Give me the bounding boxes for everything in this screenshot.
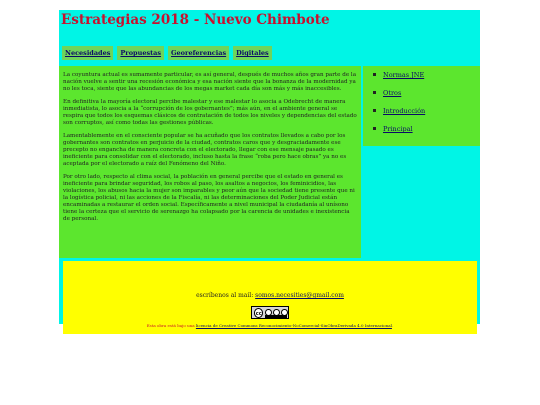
license-notice	[63, 323, 477, 328]
sidebar	[363, 66, 480, 146]
sidebar-link-introduccion[interactable]: Introducción	[383, 107, 426, 115]
sidebar-link-normas-jne[interactable]: Normas JNE	[383, 71, 425, 79]
bullet-icon	[373, 109, 376, 112]
license-link[interactable]: licencia de Creative Commons Reconocimiento-NoComercial-SinObraDerivada 4.0 Internacional	[195, 323, 392, 328]
sidebar-item-normas-jne	[373, 71, 480, 79]
nav-propuestas-link[interactable]: Propuestas	[117, 46, 164, 60]
nav-digitales-link[interactable]: Digitales	[233, 46, 272, 60]
bullet-icon	[373, 91, 376, 94]
sidebar-item-introduccion	[373, 107, 480, 115]
bullet-icon	[373, 73, 376, 76]
sidebar-list	[373, 71, 480, 133]
badge-strip	[265, 315, 287, 318]
main-content	[59, 66, 361, 258]
paragraph-2: En definitiva la mayoría electoral percibe malestar y ese malestar lo asocia a Odebrecht de manera inmediatista, lo asocia a la “corrupción de los gobernantes”; más aún, en el ambiente general se respira que todos los esquemas clásicos de contratación de todos los niveles y dependencias del estado son corruptos, así como todas las gestiones públicas.	[63, 99, 357, 126]
email-link[interactable]: somos.necesities@gmail.com	[255, 292, 344, 299]
nav-necesidades-link[interactable]: Necesidades	[62, 46, 113, 60]
cc-logo-icon: cc	[254, 308, 263, 318]
page-container	[59, 10, 480, 328]
license-suffix: .	[391, 323, 394, 328]
footer	[63, 261, 477, 334]
contact-prefix: escríbenos al mail:	[196, 292, 256, 299]
paragraph-3: Lamentablemente en el consciente popular se ha acuñado que los contratos llevados a cabo por los gobernantes son contratos en perjuicio de la ciudad, contratos caros que y desgraciadamente ese precepto no engancha de manera concreta con el electorado, llegar con ese mensaje pasado es ineficiente para consolidar con el electorado, incluso hasta la frase “roba pero hace obras” ya no es aceptada por el electorado a raíz del Fenómeno del Niño.	[63, 133, 347, 167]
top-nav	[62, 46, 276, 60]
creative-commons-badge[interactable]	[251, 306, 289, 319]
sidebar-link-principal[interactable]: Principal	[383, 125, 413, 133]
sidebar-link-otros[interactable]: Otros	[383, 89, 402, 97]
paragraph-1: La coyuntura actual es sumamente particular, es así general, después de muchos años gran parte de la nación vuelve a sentir una recesión económica y esa nación siente que la bonanza de la modernidad ya no les toca, siente que las abundancias de los megas market cada día son más y más inaccesibles.	[63, 72, 357, 92]
sidebar-item-otros	[373, 89, 480, 97]
license-prefix: Esta obra está bajo una	[146, 323, 196, 328]
page-title: Estrategias 2018 - Nuevo Chimbote	[61, 12, 330, 28]
sidebar-item-principal	[373, 125, 480, 133]
nav-georeferencias-link[interactable]: Georeferencias	[168, 46, 229, 60]
contact-line	[63, 292, 477, 299]
paragraph-4: Por otro lado, respecto al clima social, la población en general percibe que el estado en general es ineficiente para brindar seguridad, los robos al paso, los asaltos a negocios, los feminicidios, las violaciones, los abusos hacia la mujer son imparables y peor aún que la sociedad tiene presente que ni la logística policial, ni las acciones de la Fiscalía, ni las determinaciones del Poder Judicial están encaminadas a restaurar el orden social. Específicamente a nivel municipal la ciudadanía al unísono tiene la certeza que el servicio de serenazgo ha colapsado por la carencia de unidades e inexistencia de personal.	[63, 174, 355, 222]
bullet-icon	[373, 127, 376, 130]
